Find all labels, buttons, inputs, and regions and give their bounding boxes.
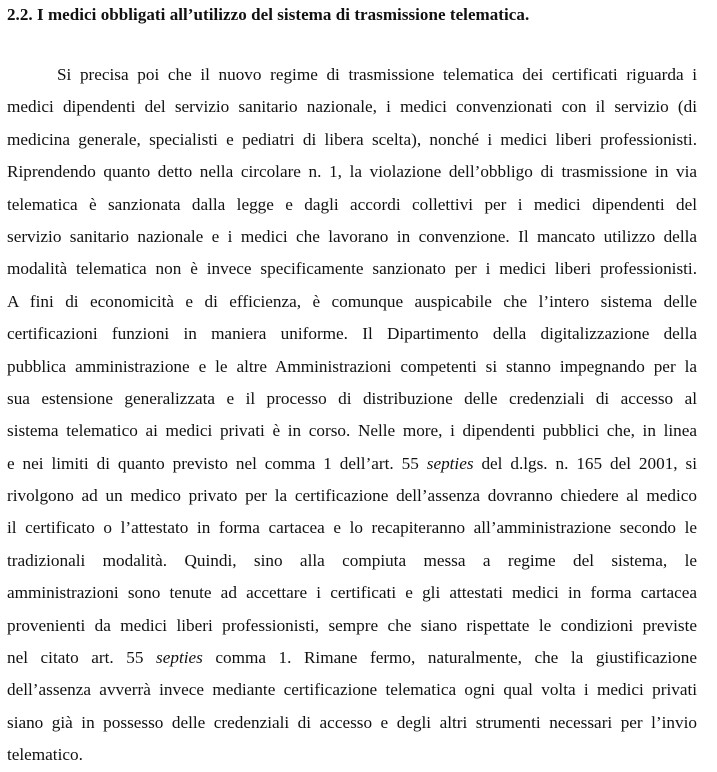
paragraph-line — [7, 642, 697, 674]
section-heading: 2.2. I medici obbligati all’utilizzo del sistema di trasmissione telematica. — [7, 5, 530, 24]
paragraph-line: amministrazioni sono tenute ad accettare i certificati e gli attestati medici in forma cartacea — [7, 583, 697, 603]
paragraph-line: tradizionali modalità. Quindi, sino alla compiuta messa a regime del sistema, le — [7, 550, 697, 570]
paragraph-line: medicina generale, specialisti e pediatri di libera scelta), nonché i medici liberi professionisti. — [7, 129, 697, 149]
line-text: comma 1. Rimane fermo, naturalmente, che la giustificazione — [202, 648, 697, 668]
paragraph-line: telematica è sanzionata dalla legge e dagli accordi collettivi per i medici dipendenti del — [7, 194, 697, 214]
paragraph-line: telematico. — [7, 745, 83, 765]
line-text: e nei limiti di quanto previsto nel comma 1 dell’art. 55 — [7, 453, 427, 473]
paragraph-line: siano già in possesso delle credenziali di accesso e degli altri strumenti necessari per l’invio — [7, 712, 697, 732]
body-paragraph — [7, 59, 697, 772]
italic-term: septies — [426, 453, 474, 473]
paragraph-line: medici dipendenti del servizio sanitario nazionale, i medici convenzionati con il servizio (di — [7, 97, 697, 117]
line-text: nel citato art. 55 — [7, 648, 157, 668]
paragraph-line: servizio sanitario nazionale e i medici che lavorano in convenzione. Il mancato utilizzo della — [7, 226, 697, 246]
paragraph-line: certificazioni funzioni in maniera uniforme. Il Dipartimento della digitalizzazione della — [7, 324, 697, 344]
line-text: del d.lgs. n. 165 del 2001, si — [473, 453, 697, 473]
paragraph-line: Si precisa poi che il nuovo regime di trasmissione telematica dei certificati riguarda i — [57, 65, 697, 84]
paragraph-line: modalità telematica non è invece specificamente sanzionato per i medici liberi professionisti. — [7, 259, 697, 279]
paragraph-line — [7, 448, 697, 480]
paragraph-line: sistema telematico ai medici privati è in corso. Nelle more, i dipendenti pubblici che, in linea — [7, 421, 697, 441]
paragraph-line: Riprendendo quanto detto nella circolare n. 1, la violazione dell’obbligo di trasmissione in via — [7, 162, 697, 182]
paragraph-line: dell’assenza avverrà invece mediante certificazione telematica ogni qual volta i medici privati — [7, 680, 697, 700]
paragraph-line: sua estensione generalizzata e il processo di distribuzione delle credenziali di accesso al — [7, 388, 697, 408]
paragraph-line: pubblica amministrazione e le altre Amministrazioni competenti si stanno impegnando per la — [7, 356, 697, 376]
paragraph-line: A fini di economicità e di efficienza, è comunque auspicabile che l’intero sistema delle — [7, 291, 697, 311]
paragraph-line: provenienti da medici liberi professionisti, sempre che siano rispettate le condizioni previste — [7, 615, 697, 635]
paragraph-line: il certificato o l’attestato in forma cartacea e lo recapiteranno all’amministrazione secondo le — [7, 518, 697, 538]
italic-term: septies — [156, 648, 203, 668]
paragraph-line: rivolgono ad un medico privato per la certificazione dell’assenza dovranno chiedere al medico — [7, 486, 697, 506]
